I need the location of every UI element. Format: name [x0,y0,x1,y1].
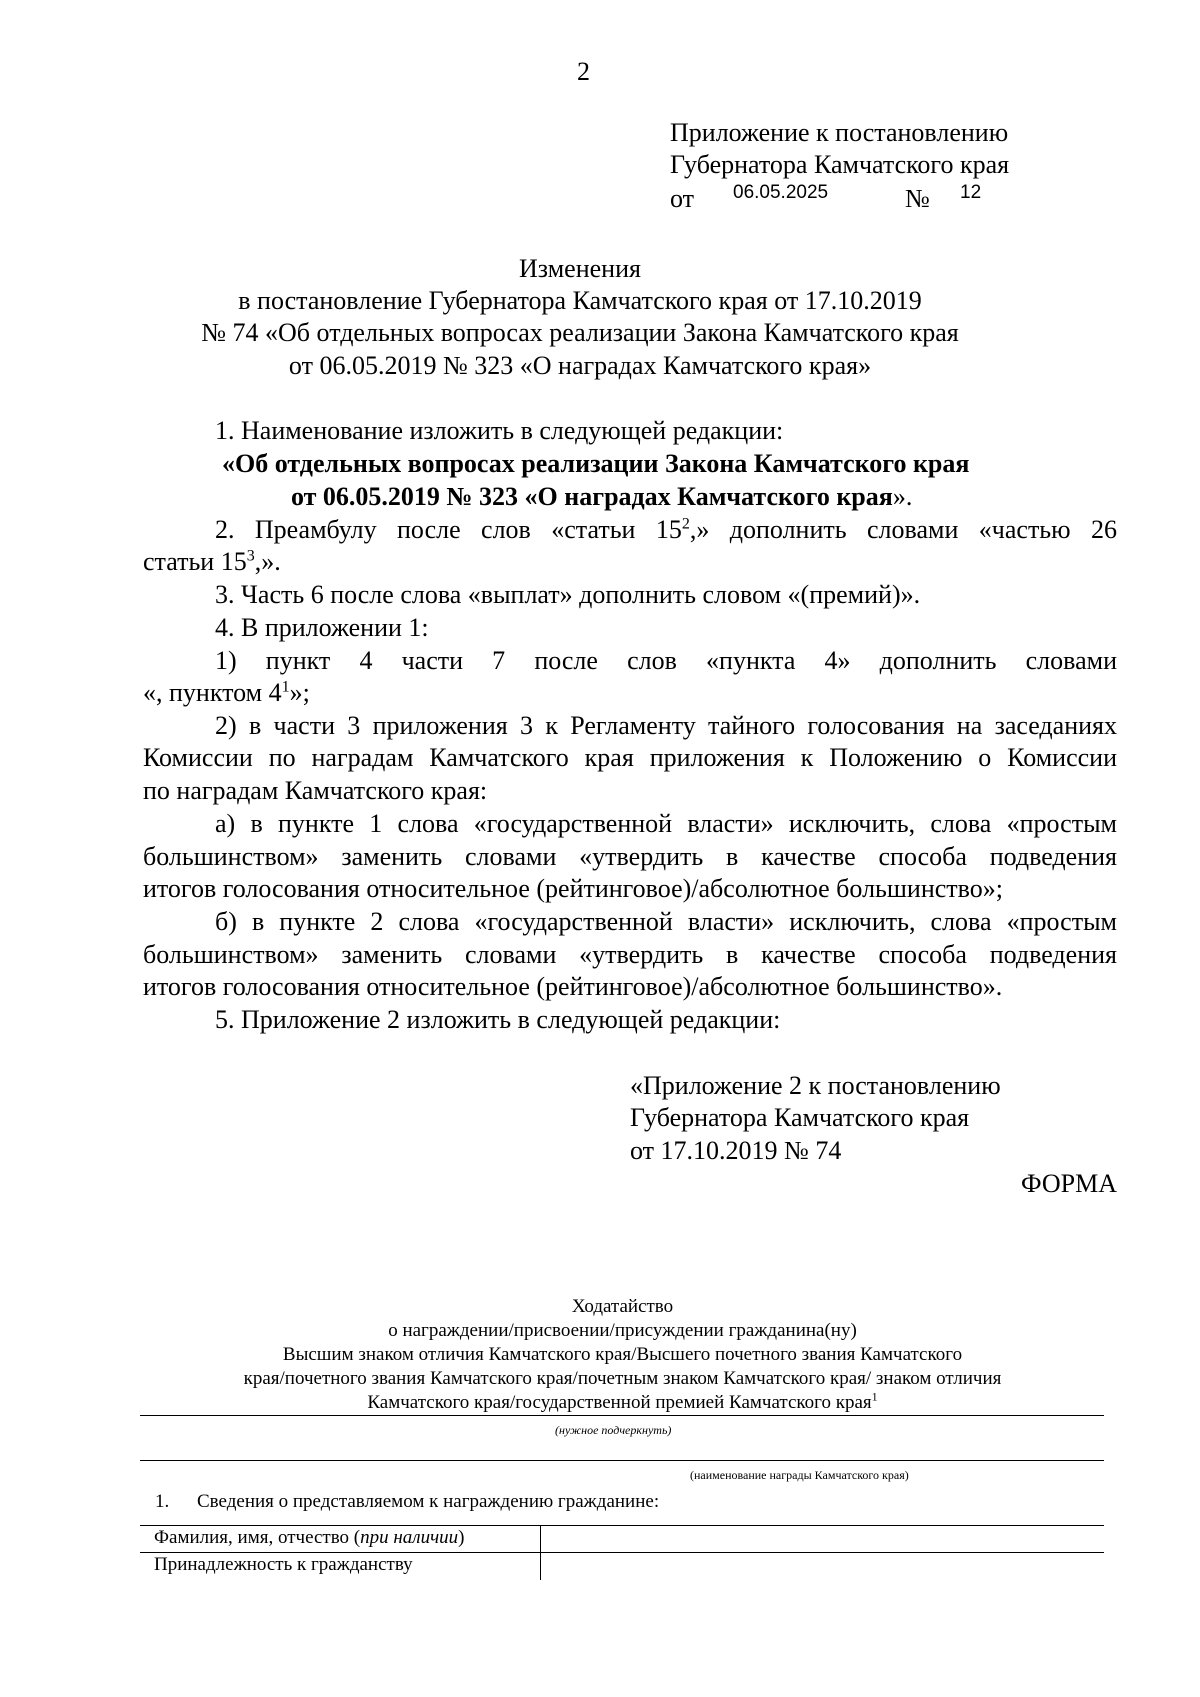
appendix-header-from-label: от [670,184,695,213]
row2-value-cell[interactable] [542,1553,1104,1579]
item1-bold-line1: «Об отдельных вопросах реализации Закона Камчатского края [222,449,970,478]
petition-line3: Высшим знаком отличия Камчатского края/Высшего почетного звания Камчатского [282,1344,963,1365]
petition-title: Ходатайство [571,1296,674,1317]
item-b-line3: итогов голосования относительное (рейтинговое)/абсолютное большинство». [143,972,1003,1001]
appendix2-line2: Губернатора Камчатского края [630,1103,970,1132]
item4-text: 4. В приложении 1: [215,613,429,642]
item1-text: 1. Наименование изложить в следующей редакции: [215,416,784,445]
title-line3: № 74 «Об отдельных вопросах реализации Закона Камчатского края [201,318,959,347]
appendix2-line3: от 17.10.2019 № 74 [630,1136,842,1165]
title-line2: в постановление Губернатора Камчатского края от 17.10.2019 [238,286,922,315]
item4-2-line1: 2) в части 3 приложения 3 к Регламенту тайного голосования на заседаниях [215,711,1117,740]
row1-label: Фамилия, имя, отчество (при наличии) [154,1527,465,1548]
item-a-line1: а) в пункте 1 слова «государственной власти» исключить, слова «простым [215,809,1117,838]
table-column-divider [540,1525,541,1580]
petition-line4: края/почетного звания Камчатского края/почетным знаком Камчатского края/ знаком отличия [243,1368,1002,1389]
appendix-header-line1: Приложение к постановлению [670,118,1009,147]
item1-bold-line2: от 06.05.2019 № 323 «О наградах Камчатского края». [291,482,913,511]
petition-line2: о награждении/присвоении/присуждении гражданина(ну) [388,1320,857,1341]
section1-title: Сведения о представляемом к награждению гражданине: [197,1491,660,1512]
appendix-header-number-label: № [905,184,930,213]
item-b-line1: б) в пункте 2 слова «государственной власти» исключить, слова «простым [215,907,1117,936]
row2-label: Принадлежность к гражданству [154,1554,413,1575]
item2-line1: 2. Преамбулу после слов «статьи $15^2$,» дополнить словами «частью 26 [215,515,1117,544]
item3-text: 3. Часть 6 после слова «выплат» дополнить словом «(премий)». [215,580,921,609]
appendix-header-number: 12 [960,182,982,203]
item4-1-line2: «, пунктом $4^1$»; [143,678,310,707]
appendix-header-line2: Губернатора Камчатского края [670,150,1010,179]
form-label: ФОРМА [1021,1169,1117,1198]
item2-line2: статьи $15^3$,». [143,547,281,576]
award-name-field[interactable] [140,1460,1104,1461]
item4-2-line3: по наградам Камчатского края: [143,776,488,805]
hint-award-name: (наименование награды Камчатского края) [690,1468,909,1482]
title-line4: от 06.05.2019 № 323 «О наградах Камчатского края» [288,351,872,380]
appendix-header-date: 06.05.2025 [733,182,829,203]
award-underline [140,1415,1104,1416]
appendix2-line1: «Приложение 2 к постановлению [630,1071,1001,1100]
hint-underline: (нужное подчеркнуть) [555,1423,672,1437]
item4-1-line1: 1) пункт 4 части 7 после слов «пункта 4» дополнить словами [215,646,1117,675]
item4-2-line2: Комиссии по наградам Камчатского края приложения к Положению о Комиссии [143,743,1117,772]
row1-value-cell[interactable] [542,1526,1104,1551]
petition-line5: Камчатского края/государственной премией Камчатского края$^1$ [367,1389,878,1413]
item5-text: 5. Приложение 2 изложить в следующей редакции: [215,1005,781,1034]
section1-number: 1. [155,1491,170,1512]
item-a-line3: итогов голосования относительное (рейтинговое)/абсолютное большинство»; [143,874,1003,903]
page-number: 2 [577,57,590,86]
title-line1: Изменения [519,254,641,283]
item-a-line2: большинством» заменить словами «утвердить в качестве способа подведения [143,842,1117,871]
item-b-line2: большинством» заменить словами «утвердить в качестве способа подведения [143,940,1117,969]
